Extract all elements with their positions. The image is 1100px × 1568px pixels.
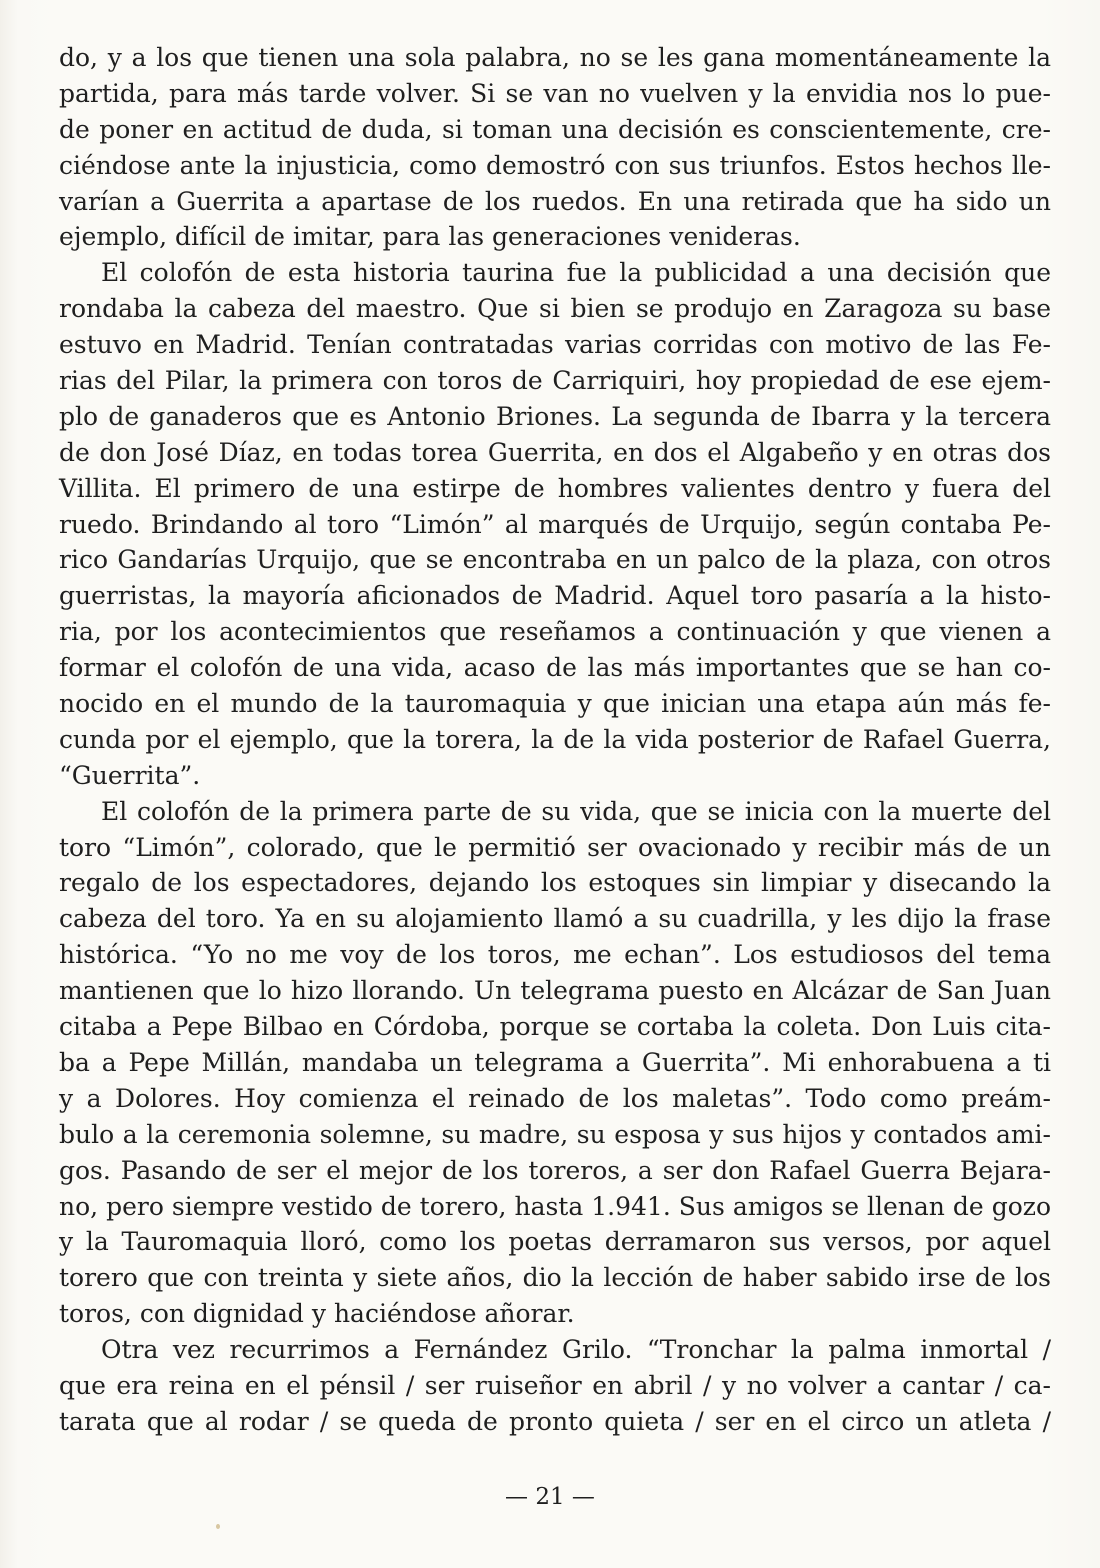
text-line: torero que con treinta y siete años, dio la lección de haber sabido irse de los — [59, 1263, 1051, 1293]
text-line: mantienen que lo hizo llorando. Un telegrama puesto en Alcázar de San Juan — [59, 976, 1051, 1006]
text-line: regalo de los espectadores, dejando los estoques sin limpiar y disecando la — [59, 868, 1051, 898]
text-line: cabeza del toro. Ya en su alojamiento llamó a su cuadrilla, y les dijo la frase — [59, 904, 1051, 934]
text-line: partida, para más tarde volver. Si se van no vuelven y la envidia nos lo pue- — [59, 78, 1051, 108]
body-text — [59, 40, 1051, 1440]
text-line: guerristas, la mayoría aficionados de Madrid. Aquel toro pasaría a la histo- — [59, 581, 1051, 611]
text-line: ria, por los acontecimientos que reseñamos a continuación y que vienen a — [59, 617, 1051, 647]
text-line: ruedo. Brindando al toro “Limón” al marqués de Urquijo, según contaba Pe- — [59, 509, 1051, 539]
text-line: Otra vez recurrimos a Fernández Grilo. “Tronchar la palma inmortal / — [101, 1335, 1051, 1365]
text-line: gos. Pasando de ser el mejor de los toreros, a ser don Rafael Guerra Bejara- — [59, 1155, 1051, 1185]
text-line: histórica. “Yo no me voy de los toros, me echan”. Los estudiosos del tema — [59, 940, 1051, 970]
paragraph-1 — [59, 40, 1051, 255]
text-line: citaba a Pepe Bilbao en Córdoba, porque se cortaba la coleta. Don Luis cita- — [59, 1012, 1051, 1042]
page-number: — 21 — — [505, 1484, 595, 1510]
paragraph-2 — [59, 255, 1051, 793]
text-line: rias del Pilar, la primera con toros de Carriquiri, hoy propiedad de ese ejem- — [59, 366, 1051, 396]
text-line: cunda por el ejemplo, que la torera, la de la vida posterior de Rafael Guerra, — [59, 724, 1051, 754]
text-line: y a Dolores. Hoy comienza el reinado de los maletas”. Todo como preám- — [59, 1083, 1051, 1113]
paper-speck — [216, 1524, 220, 1529]
text-line: que era reina en el pénsil / ser ruiseñor en abril / y no volver a cantar / ca- — [59, 1370, 1051, 1400]
text-line: plo de ganaderos que es Antonio Briones. La segunda de Ibarra y la tercera — [59, 401, 1051, 431]
text-line: rico Gandarías Urquijo, que se encontraba en un palco de la plaza, con otros — [59, 545, 1051, 575]
paragraph-3 — [59, 794, 1051, 1332]
text-line: varían a Guerrita a apartase de los ruedos. En una retirada que ha sido un — [59, 186, 1051, 216]
text-line: do, y a los que tienen una sola palabra, no se les gana momentáneamente la — [59, 43, 1051, 72]
text-line: estuvo en Madrid. Tenían contratadas varias corridas con motivo de las Fe- — [59, 330, 1051, 360]
text-line: de poner en actitud de duda, si toman una decisión es conscientemente, cre- — [59, 114, 1051, 144]
text-line: toro “Limón”, colorado, que le permitió ser ovacionado y recibir más de un — [59, 832, 1051, 862]
text-line: rondaba la cabeza del maestro. Que si bien se produjo en Zaragoza su base — [59, 294, 1051, 324]
text-line: toros, con dignidad y haciéndose añorar. — [59, 1299, 575, 1329]
text-line: Villita. El primero de una estirpe de hombres valientes dentro y fuera del — [59, 473, 1051, 503]
text-line: formar el colofón de una vida, acaso de las más importantes que se han co- — [59, 653, 1051, 683]
text-line: “Guerrita”. — [59, 760, 201, 790]
text-line: El colofón de la primera parte de su vida, que se inicia con la muerte del — [101, 796, 1051, 826]
text-line: tarata que al rodar / se queda de pronto quieta / ser en el circo un atleta / — [59, 1406, 1051, 1436]
text-line: ba a Pepe Millán, mandaba un telegrama a Guerrita”. Mi enhorabuena a ti — [59, 1047, 1051, 1077]
text-line: nocido en el mundo de la tauromaquia y que inician una etapa aún más fe- — [59, 689, 1051, 719]
text-line: no, pero siempre vestido de torero, hasta 1.941. Sus amigos se llenan de gozo — [59, 1191, 1051, 1221]
text-line: El colofón de esta historia taurina fue la publicidad a una decisión que — [101, 258, 1051, 288]
text-line: bulo a la ceremonia solemne, su madre, su esposa y sus hijos y contados ami- — [59, 1119, 1051, 1149]
paragraph-4 — [59, 1332, 1051, 1440]
text-line: ciéndose ante la injusticia, como demostró con sus triunfos. Estos hechos lle- — [59, 150, 1051, 180]
text-line: y la Tauromaquia lloró, como los poetas derramaron sus versos, por aquel — [59, 1227, 1051, 1257]
text-line: de don José Díaz, en todas torea Guerrita, en dos el Algabeño y en otras dos — [59, 437, 1051, 467]
text-line: ejemplo, difícil de imitar, para las generaciones venideras. — [59, 222, 801, 252]
